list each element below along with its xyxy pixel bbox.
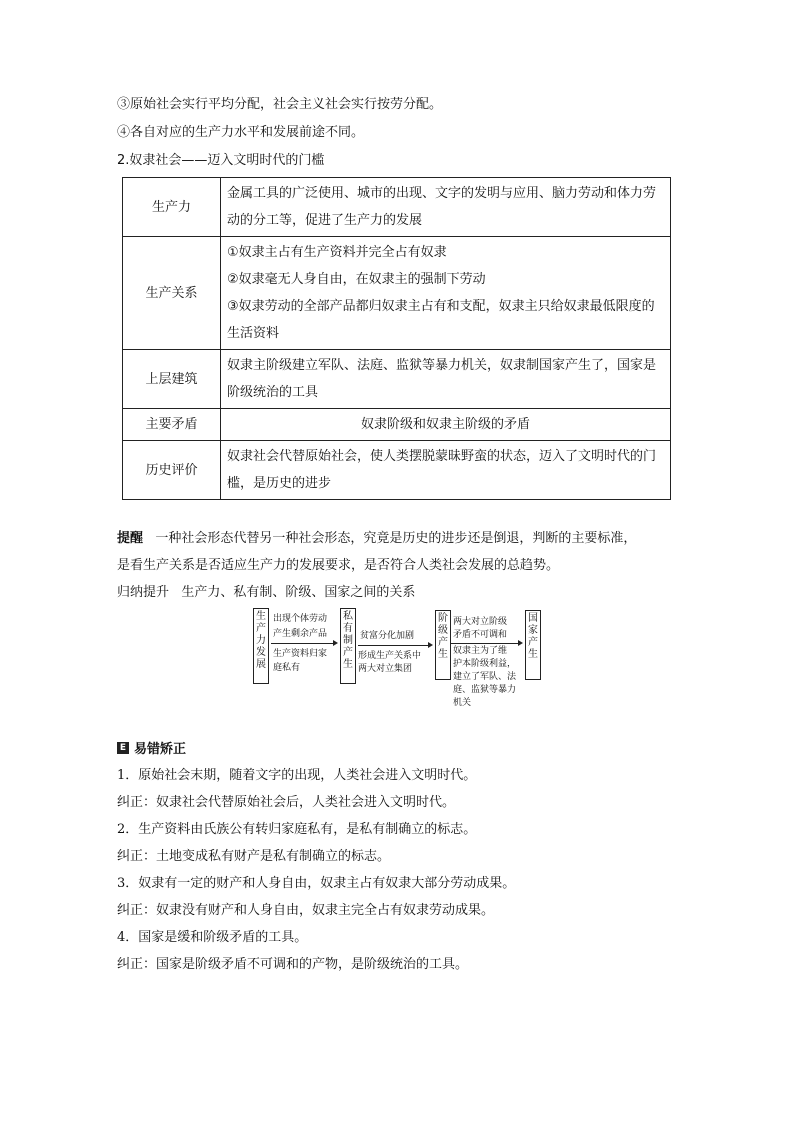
reminder-line-1: [117, 530, 636, 548]
step3-line: 两大对立阶级: [453, 617, 508, 627]
arrow-2: [358, 645, 428, 646]
section-title: 2.奴隶社会——迈入文明时代的门槛: [117, 153, 325, 168]
box-state: 国家产生: [525, 610, 541, 680]
step2-line: 形成生产关系中: [358, 651, 422, 661]
row-header: 主要矛盾: [123, 409, 221, 441]
step3-line: 机关: [453, 698, 472, 708]
correction-fix-3: 纠正：奴隶没有财产和人身自由，奴隶主完全占有奴隶劳动成果。: [117, 903, 495, 918]
correction-fix-4: 纠正：国家是阶级矛盾不可调和的产物，是阶级统治的工具。: [117, 957, 469, 972]
relationship-diagram: [253, 608, 543, 708]
arrow-3: [451, 643, 518, 644]
step1-line: 产生剩余产品: [273, 629, 328, 639]
box-private-ownership: 私有制产生: [340, 608, 356, 684]
box-classes: 阶级产生: [435, 610, 451, 680]
table-row: [123, 178, 671, 237]
step3-line: 奴隶主为了维: [453, 646, 508, 656]
correction-icon: E: [117, 742, 129, 754]
row-header: 上层建筑: [123, 350, 221, 409]
table-row: [123, 409, 671, 441]
table-row: [123, 441, 671, 500]
correction-fix-1: 纠正：奴隶社会代替原始社会后，人类社会进入文明时代。: [117, 795, 456, 810]
summary-label: 归纳提升: [117, 585, 170, 600]
correction-claim-1: 1．原始社会末期，随着文字的出现，人类社会进入文明时代。: [117, 768, 477, 783]
intro-line-3: ③原始社会实行平均分配，社会主义社会实行按劳分配。: [117, 97, 443, 112]
row-header: 生产关系: [123, 237, 221, 350]
correction-fix-2: 纠正：土地变成私有财产是私有制确立的标志。: [117, 849, 391, 864]
row-content: 奴隶主阶级建立军队、法庭、监狱等暴力机关，奴隶制国家产生了，国家是阶级统治的工具: [221, 350, 671, 409]
arrow-head-2: [428, 642, 433, 648]
slave-society-table: [122, 177, 671, 500]
table-row: [123, 237, 671, 350]
intro-line-4: ④各自对应的生产力水平和发展前途不同。: [117, 125, 365, 140]
arrow-head-1: [333, 640, 338, 646]
reminder-label: 提醒: [117, 531, 144, 546]
reminder-text: 一种社会形态代替另一种社会形态，究竟是历史的进步还是倒退，判断的主要标准，: [155, 531, 637, 546]
correction-claim-2: 2．生产资料由氏族公有转归家庭私有，是私有制确立的标志。: [117, 822, 477, 837]
step2-line: 两大对立集团: [358, 664, 413, 674]
arrow-head-3: [518, 640, 523, 646]
content-line: ①奴隶主占有生产资料并完全占有奴隶: [227, 245, 447, 260]
row-content: 奴隶阶级和奴隶主阶级的矛盾: [221, 409, 671, 441]
step3-line: 护本阶级利益，: [453, 659, 517, 669]
step3-line: 建立了军队、法: [453, 672, 517, 682]
step1-line: 生产资料归家: [273, 649, 328, 659]
correction-title: 易错矫正: [134, 742, 187, 757]
row-content: 金属工具的广泛使用、城市的出现、文字的发明与应用、脑力劳动和体力劳动的分工等，促进了生产力的发展: [221, 178, 671, 237]
row-content: 奴隶社会代替原始社会，使人类摆脱蒙昧野蛮的状态，迈入了文明时代的门槛，是历史的进步: [221, 441, 671, 500]
content-line: ③奴隶劳动的全部产品都归奴隶主占有和支配，奴隶主只给奴隶最低限度的生活资料: [227, 299, 655, 341]
step3-line: 矛盾不可调和: [453, 630, 508, 640]
reminder-line-2: 是看生产关系是否适应生产力的发展要求，是否符合人类社会发展的总趋势。: [117, 558, 560, 573]
correction-claim-3: 3．奴隶有一定的财产和人身自由，奴隶主占有奴隶大部分劳动成果。: [117, 876, 516, 891]
summary-text: 生产力、私有制、阶级、国家之间的关系: [181, 585, 416, 600]
step3-line: 庭、监狱等暴力: [453, 685, 517, 695]
table-row: [123, 350, 671, 409]
correction-section-header: [117, 738, 186, 757]
row-content: [221, 237, 671, 350]
row-header: 生产力: [123, 178, 221, 237]
summary-title: [117, 584, 415, 602]
step2-line: 贫富分化加剧: [360, 631, 415, 641]
step1-line: 庭私有: [273, 663, 301, 673]
row-header: 历史评价: [123, 441, 221, 500]
step1-line: 出现个体劳动: [273, 614, 328, 624]
correction-claim-4: 4．国家是缓和阶级矛盾的工具。: [117, 930, 308, 945]
box-productivity: 生产力发展: [253, 608, 269, 684]
content-line: ②奴隶毫无人身自由，在奴隶主的强制下劳动: [227, 272, 486, 287]
arrow-1: [271, 643, 333, 644]
